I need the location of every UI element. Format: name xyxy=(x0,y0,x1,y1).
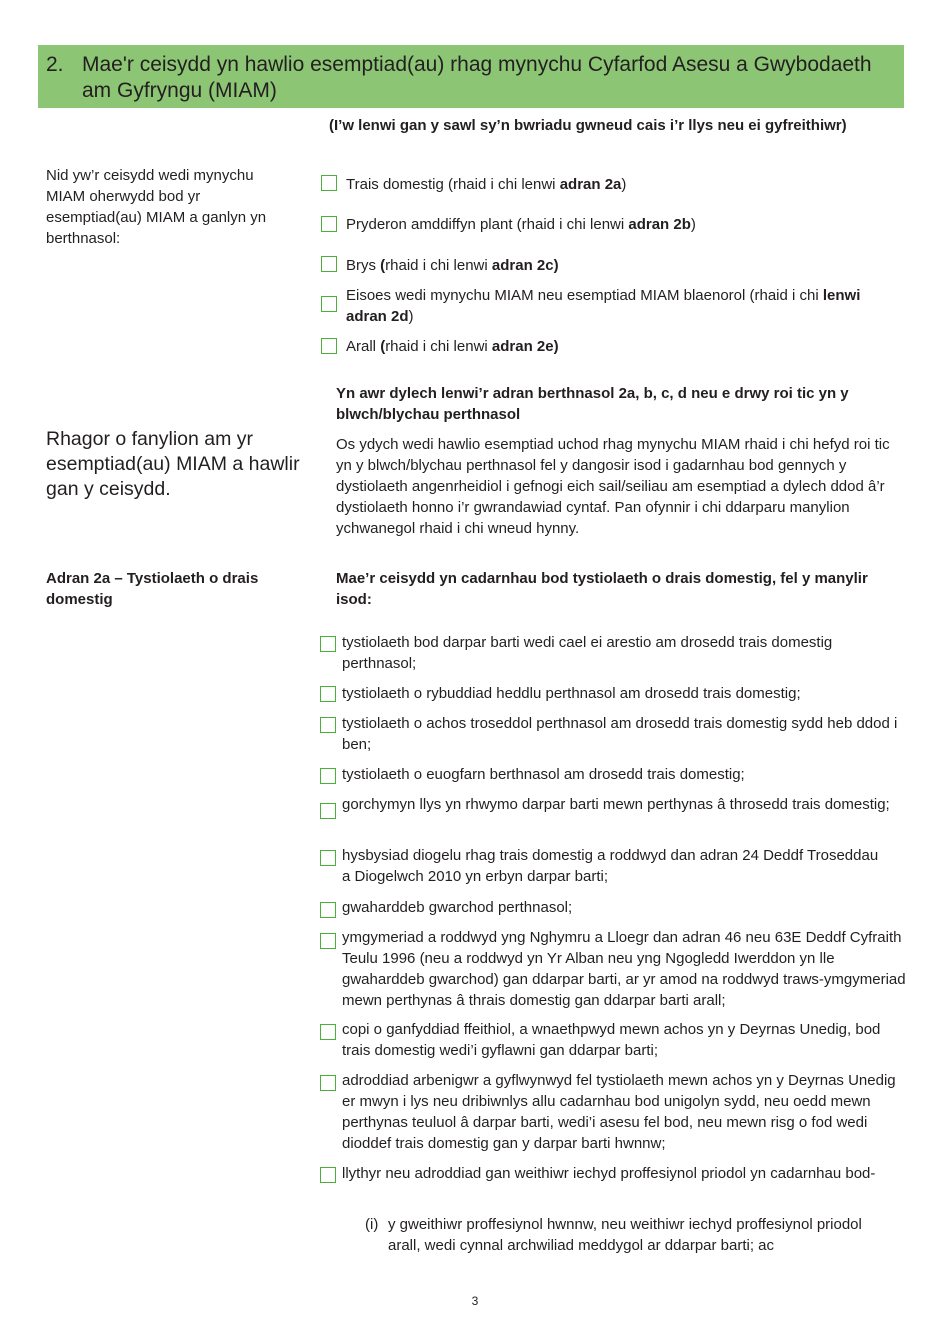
evidence-proceedings: tystiolaeth o achos troseddol perthnasol am drosedd trais domestig sydd heb ddod i ben; xyxy=(342,715,898,753)
section-2a-heading: Mae’r ceisydd yn cadarnhau bod tystiolaeth o drais domestig, fel y manylir isod: xyxy=(336,570,868,608)
checkbox-evidence-injunction[interactable] xyxy=(320,902,336,918)
completion-note: (I’w lenwi gan y sawl sy’n bwriadu gwneud cais i’r llys neu ei gyfreithiwr) xyxy=(329,117,847,134)
subitem-marker: (i) xyxy=(365,1216,379,1233)
section-number: 2. xyxy=(46,53,64,76)
instruction-heading: Yn awr dylech lenwi’r adran berthnasol 2a, b, c, d neu e drwy roi tic yn y blwch/blychau perthnasol xyxy=(336,385,849,423)
checkbox-evidence-health-letter[interactable] xyxy=(320,1167,336,1183)
checkbox-other[interactable] xyxy=(321,338,337,354)
option-other: Arall (rhaid i chi lenwi adran 2e) xyxy=(346,338,559,355)
checkbox-child-protection[interactable] xyxy=(321,216,337,232)
option-urgency: Brys (rhaid i chi lenwi adran 2c) xyxy=(346,257,559,274)
checkbox-evidence-proceedings[interactable] xyxy=(320,717,336,733)
evidence-arrest: tystiolaeth bod darpar barti wedi cael ei arestio am drosedd trais domestig perthnasol; xyxy=(342,634,833,672)
checkbox-evidence-conviction[interactable] xyxy=(320,768,336,784)
checkbox-evidence-protection-notice[interactable] xyxy=(320,850,336,866)
checkbox-previous-miam[interactable] xyxy=(321,296,337,312)
checkbox-evidence-court-order[interactable] xyxy=(320,803,336,819)
section-title: Mae'r ceisydd yn hawlio esemptiad(au) rhag mynychu Cyfarfod Asesu a Gwybodaeth am Gyfryngu (MIAM) xyxy=(82,53,872,102)
checkbox-evidence-expert-report[interactable] xyxy=(320,1075,336,1091)
evidence-court-order: gorchymyn llys yn rhwymo darpar barti mewn perthynas â throsedd trais domestig; xyxy=(342,796,890,813)
page-number: 3 xyxy=(471,1294,479,1308)
checkbox-evidence-undertaking[interactable] xyxy=(320,933,336,949)
option-domestic-violence: Trais domestig (rhaid i chi lenwi adran 2a) xyxy=(346,176,627,193)
instruction-body: Os ydych wedi hawlio esemptiad uchod rhag mynychu MIAM rhaid i chi hefyd roi tic yn y blwch/blychau perthnasol fel y dangosir isod i gadarnhau bod gennych y dystiolaeth angenrheidiol i gefnogi eich sail/seiliau am esemptiad a dylech ddod â’r dystiolaeth honno i’r gwrandawiad cyntaf. Pan ofynnir i chi ddarparu manylion ychwanegol rhaid i chi wneud hynny. xyxy=(336,436,890,537)
checkbox-evidence-finding-of-fact[interactable] xyxy=(320,1024,336,1040)
checkbox-urgency[interactable] xyxy=(321,256,337,272)
evidence-finding-of-fact: copi o ganfyddiad ffeithiol, a wnaethpwyd mewn achos yn y Deyrnas Unedig, bod trais domestig wedi’i gyflawni gan ddarpar barti; xyxy=(342,1021,881,1059)
exemption-label: Nid yw’r ceisydd wedi mynychu MIAM oherwydd bod yr esemptiad(au) MIAM a ganlyn yn berthnasol: xyxy=(46,167,267,247)
evidence-injunction: gwaharddeb gwarchod perthnasol; xyxy=(342,899,573,916)
evidence-protection-notice: hysbysiad diogelu rhag trais domestig a roddwyd dan adran 24 Deddf Troseddau a Diogelwch 2010 yn erbyn darpar barti; xyxy=(342,847,879,885)
option-previous-miam: Eisoes wedi mynychu MIAM neu esemptiad MIAM blaenorol (rhaid i chi lenwi adran 2d) xyxy=(346,287,861,325)
evidence-conviction: tystiolaeth o euogfarn berthnasol am drosedd trais domestig; xyxy=(342,766,745,783)
evidence-expert-report: adroddiad arbenigwr a gyflwynwyd fel tystiolaeth mewn achos yn y Deyrnas Unedig er mwyn i lys neu dribiwnlys allu cadarnhau bod unigolyn sydd, neu oedd mewn perthynas teuluol â darpar barti, wedi’i asesu fel bod, neu mewn risg o fod wedi dioddef trais domestig gan y darpar barti hwnnw; xyxy=(342,1072,896,1152)
section-2a-label: Adran 2a – Tystiolaeth o drais domestig xyxy=(46,570,259,608)
checkbox-evidence-arrest[interactable] xyxy=(320,636,336,652)
evidence-caution: tystiolaeth o rybuddiad heddlu perthnasol am drosedd trais domestig; xyxy=(342,685,801,702)
subitem-text: y gweithiwr proffesiynol hwnnw, neu weithiwr iechyd proffesiynol priodol arall, wedi cynnal archwiliad meddygol ar ddarpar barti; ac xyxy=(388,1216,862,1254)
evidence-undertaking: ymgymeriad a roddwyd yng Nghymru a Lloegr dan adran 46 neu 63E Deddf Cyfraith Teulu 1996 (neu a roddwyd yn Yr Alban neu yng Ngogledd Iwerddon yn lle gwaharddeb gwarchod) gan ddarpar barti, ar yr amod na roddwyd traws-ymgymeriad mewn perthynas â thrais domestig gan ddarpar barti arall; xyxy=(342,929,906,1009)
evidence-health-letter: llythyr neu adroddiad gan weithiwr iechyd proffesiynol priodol yn cadarnhau bod- xyxy=(342,1165,876,1182)
checkbox-evidence-caution[interactable] xyxy=(320,686,336,702)
checkbox-domestic-violence[interactable] xyxy=(321,175,337,191)
option-child-protection: Pryderon amddiffyn plant (rhaid i chi lenwi adran 2b) xyxy=(346,216,696,233)
details-label: Rhagor o fanylion am yr esemptiad(au) MIAM a hawlir gan y ceisydd. xyxy=(46,428,300,500)
